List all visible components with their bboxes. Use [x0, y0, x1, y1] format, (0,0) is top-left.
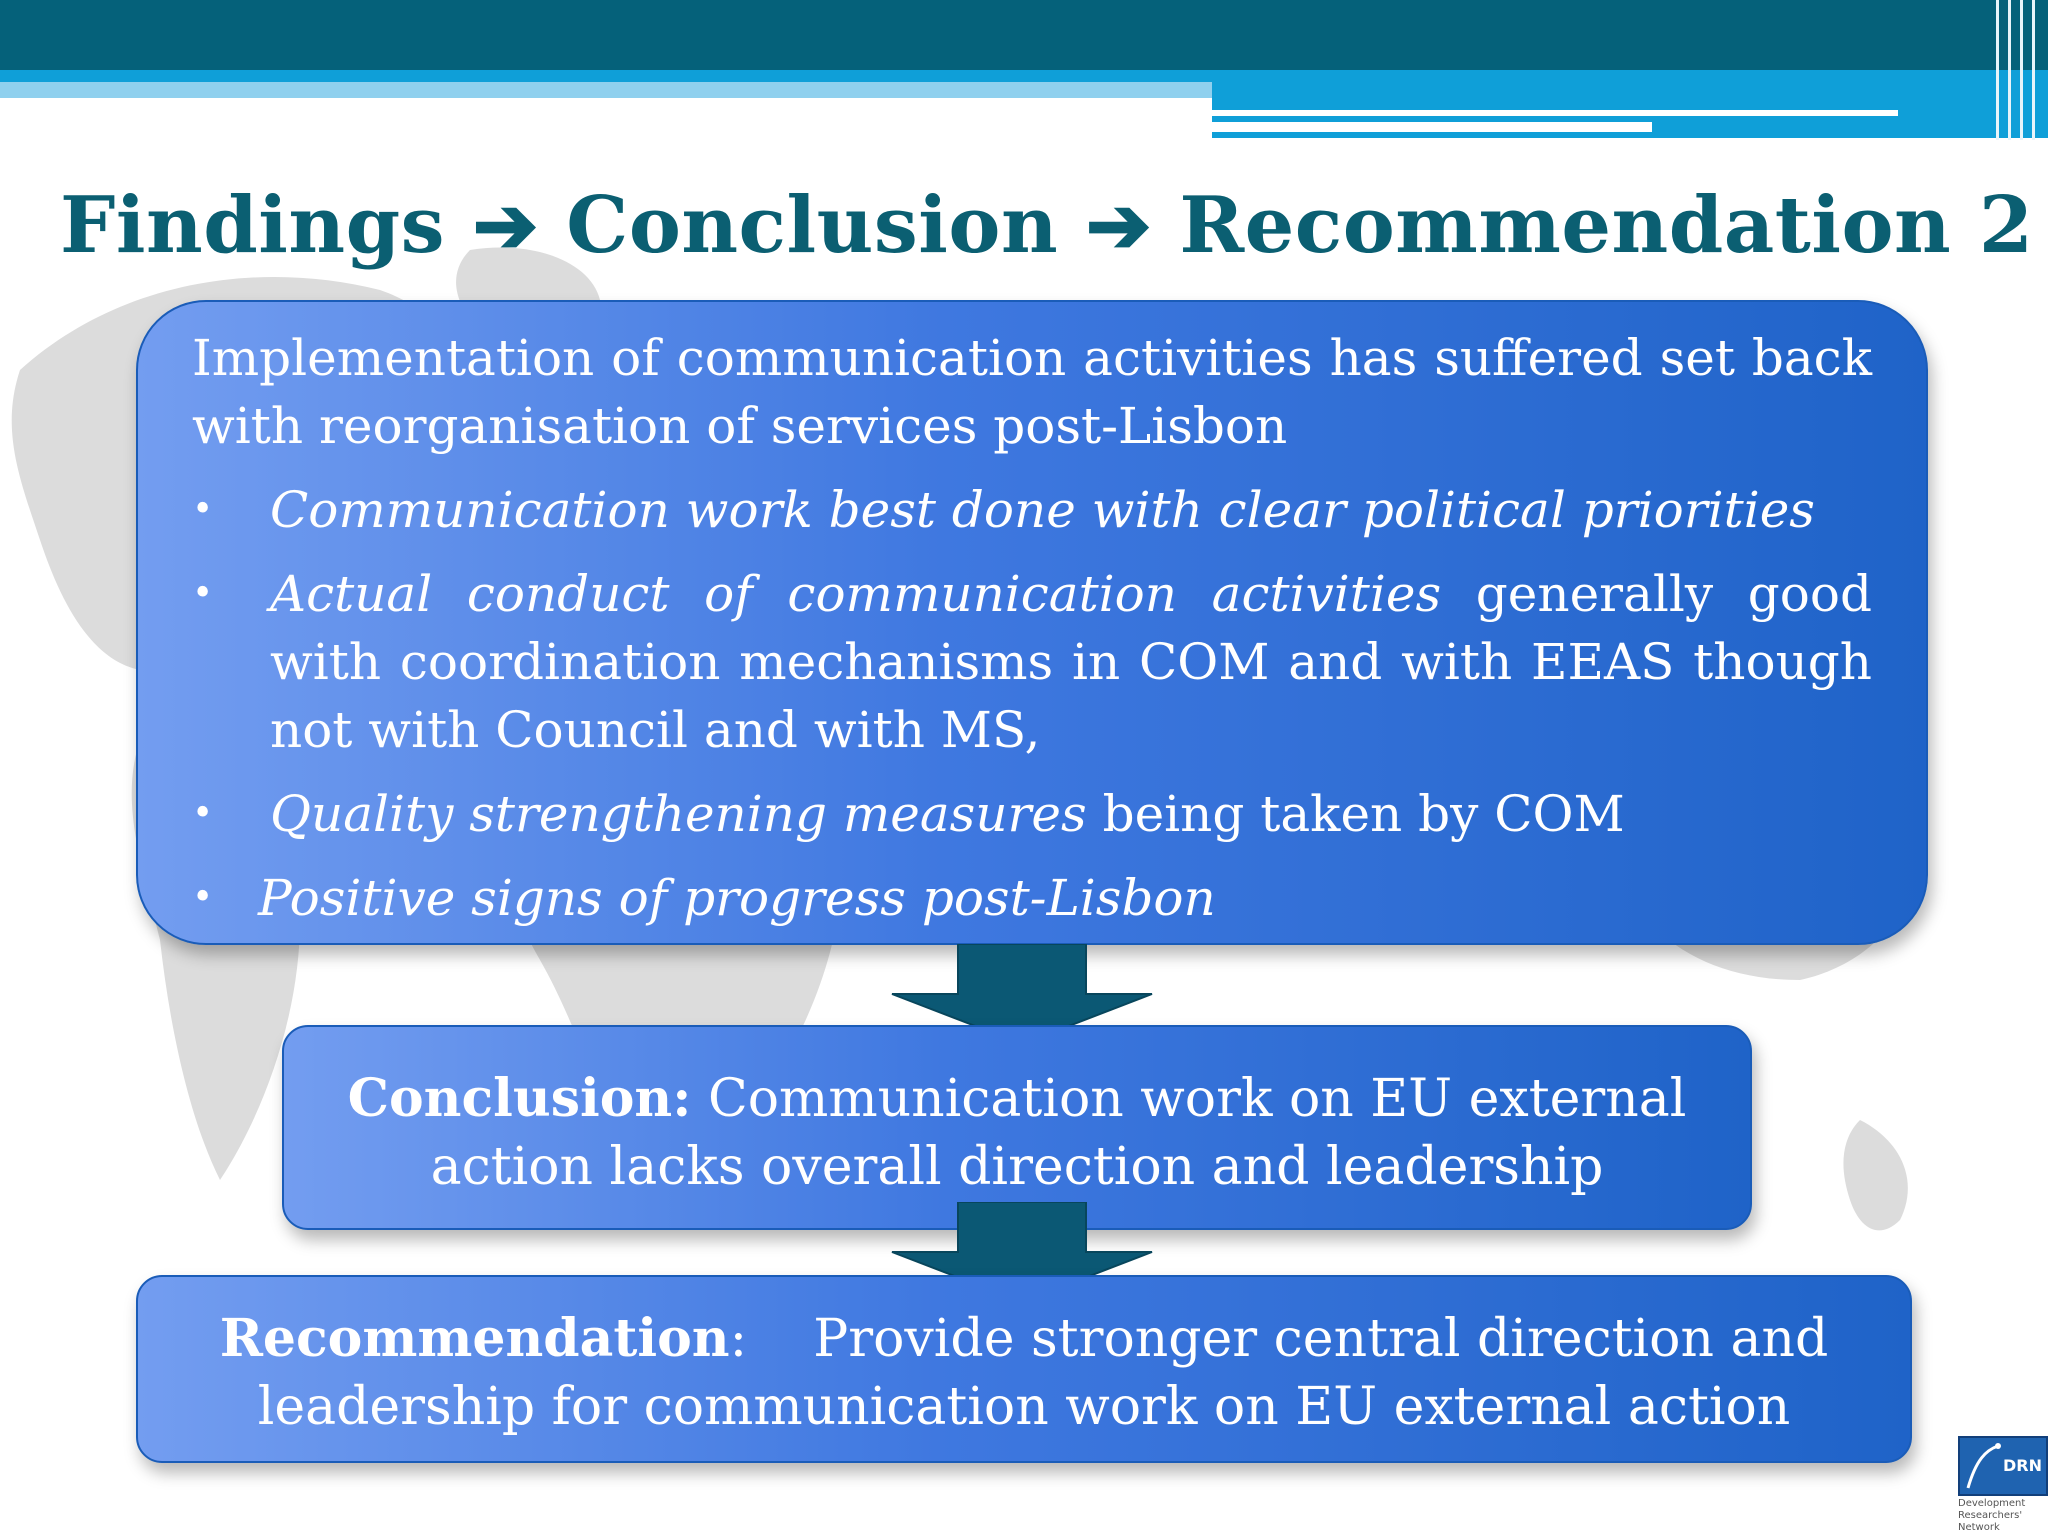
header-stripe	[0, 70, 2048, 82]
bullet-italic: Quality strengthening measures	[270, 785, 1087, 843]
title-conclusion: Conclusion	[566, 180, 1059, 271]
logo-caption-line: Development	[1958, 1498, 2026, 1509]
recommendation-text	[158, 1305, 1890, 1441]
header-stripe-line	[1212, 122, 1652, 132]
conclusion-label: Conclusion:	[347, 1068, 692, 1129]
findings-list	[192, 476, 1872, 932]
bullet-italic: Actual conduct of communication activities	[270, 565, 1442, 623]
bullet-icon: •	[192, 489, 214, 530]
recommendation-label: Recommendation	[219, 1308, 730, 1369]
logo-caption-line: Network	[1958, 1522, 2000, 1533]
bullet-icon: •	[192, 793, 214, 834]
bullet-italic: Communication work best done with clear political priorities	[270, 481, 1815, 539]
findings-bullet	[192, 476, 1872, 544]
title-findings: Findings	[60, 180, 446, 271]
title-recommendation: Recommendation 2	[1179, 180, 2034, 271]
conclusion-text	[304, 1065, 1730, 1201]
bullet-text: generally good with coordination mechanisms in COM and with EEAS though not with Council and with MS,	[270, 565, 1872, 759]
logo-swoosh-icon	[1962, 1440, 2002, 1496]
conclusion-box	[282, 1025, 1752, 1230]
header-stripe-line	[1212, 110, 1898, 116]
bullet-text: being taken by COM	[1086, 785, 1625, 843]
logo-caption	[1958, 1498, 2048, 1534]
findings-intro: Implementation of communication activities has suffered set back with reorganisation of services post-Lisbon	[192, 329, 1872, 455]
findings-bullet	[192, 864, 1872, 932]
recommendation-body: Provide stronger central direction and leadership for communication work on EU external action	[257, 1309, 1829, 1437]
logo-caption-line: Researchers'	[1958, 1510, 2023, 1521]
bullet-icon: •	[192, 573, 214, 614]
recommendation-box	[136, 1275, 1912, 1463]
drn-logo	[1958, 1436, 2048, 1536]
logo-mark-text: DRN	[2003, 1456, 2042, 1475]
header-edge-lines	[1990, 0, 2048, 140]
findings-bullet	[192, 560, 1872, 764]
arrow-right-icon: ➔	[472, 180, 539, 271]
arrow-right-icon: ➔	[1085, 180, 1152, 271]
logo-mark	[1958, 1436, 2048, 1496]
conclusion-body: Communication work on EU external action lacks overall direction and leadership	[430, 1069, 1687, 1197]
bullet-italic: Positive signs of progress post-Lisbon	[258, 869, 1216, 927]
recommendation-separator: :	[729, 1309, 814, 1369]
findings-box	[136, 300, 1928, 945]
header-band	[0, 0, 2048, 70]
findings-bullet	[192, 780, 1872, 848]
slide-title	[60, 180, 2034, 271]
bullet-icon: •	[192, 877, 214, 918]
header-stripe-light	[0, 82, 1212, 98]
